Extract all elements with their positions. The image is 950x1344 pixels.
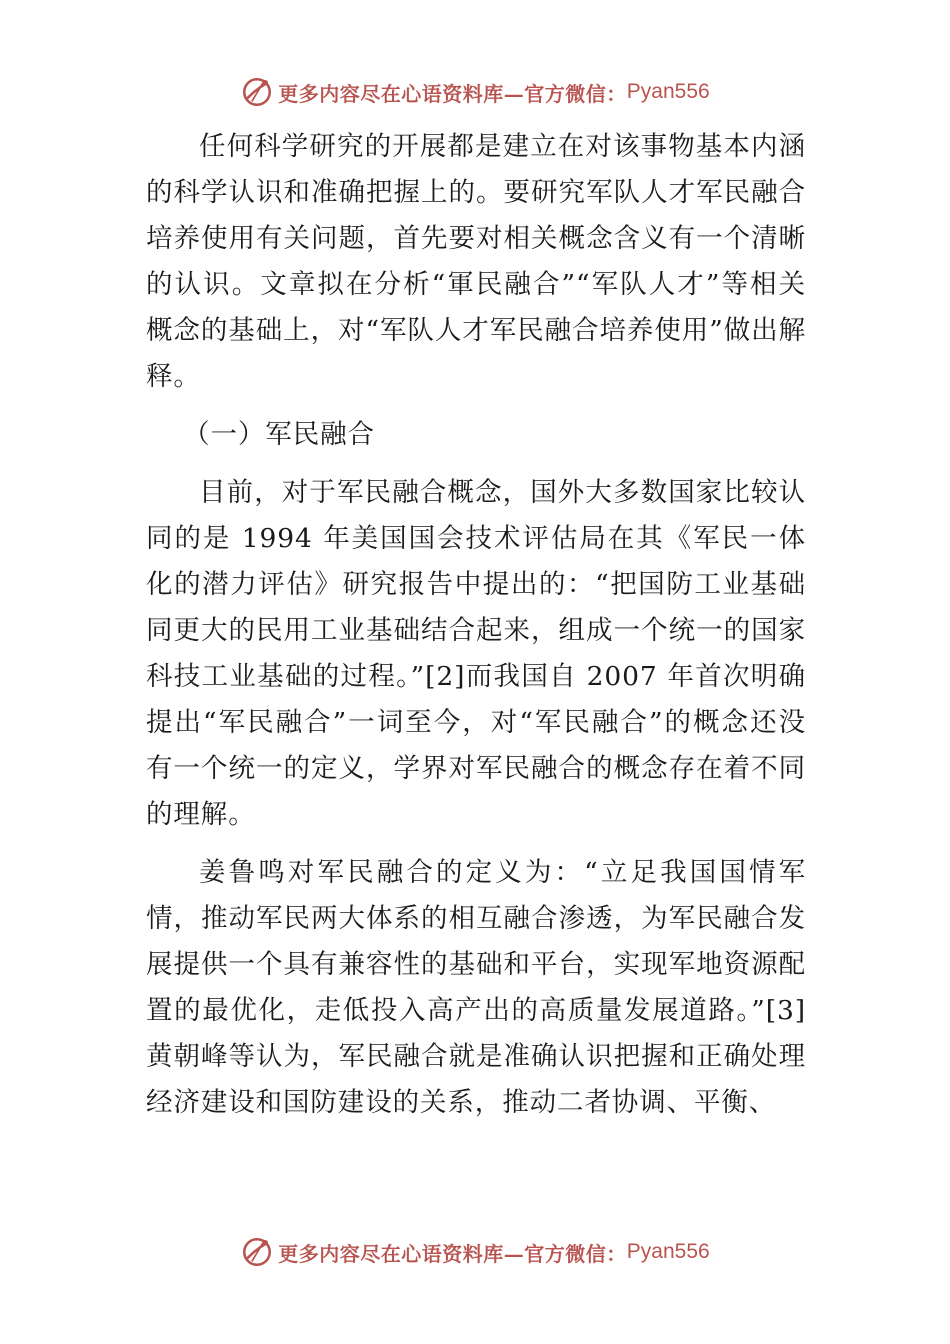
document-body [146, 124, 806, 1126]
brand-logo-icon [240, 1235, 274, 1269]
watermark-text: 更多内容尽在心语资料库—官方微信： [278, 1241, 627, 1266]
watermark-account: Pyan556 [626, 80, 710, 103]
watermark-text: 更多内容尽在心语资料库—官方微信： [278, 81, 627, 106]
watermark-account: Pyan556 [626, 1240, 710, 1263]
paragraph-definition-domestic: 姜鲁鸣对军民融合的定义为：“立足我国国情军情，推动军民两大体系的相互融合渗透，为军民融合发展提供一个具有兼容性的基础和平台，实现军地资源配置的最优化，走低投入高产出的高质量发展道路。”[3]黄朝峰等认为，军民融合就是准确认识把握和正确处理经济建设和国防建设的关系，推动二者协调、平衡、 [146, 857, 806, 1118]
brand-logo-icon [240, 75, 274, 109]
header-watermark [0, 70, 950, 114]
paragraph-intro: 任何科学研究的开展都是建立在对该事物基本内涵的科学认识和准确把握上的。要研究军队人才军民融合培养使用有关问题，首先要对相关概念含义有一个清晰的认识。文章拟在分析“軍民融合”“军队人才”等相关概念的基础上，对“军队人才军民融合培养使用”做出解释。 [146, 131, 806, 392]
section-heading: （一）军民融合 [183, 419, 375, 450]
footer-watermark [0, 1230, 950, 1274]
paragraph-definition-foreign: 目前，对于军民融合概念，国外大多数国家比较认同的是 1994 年美国国会技术评估局在其《军民一体化的潜力评估》研究报告中提出的：“把国防工业基础同更大的民用工业基础结合起来，组成一个统一的国家科技工业基础的过程。”[2]而我国自 2007 年首次明确提出“军民融合”一词至今，对“军民融合”的概念还没有一个统一的定义，学界对军民融合的概念存在着不同的理解。 [146, 477, 806, 830]
